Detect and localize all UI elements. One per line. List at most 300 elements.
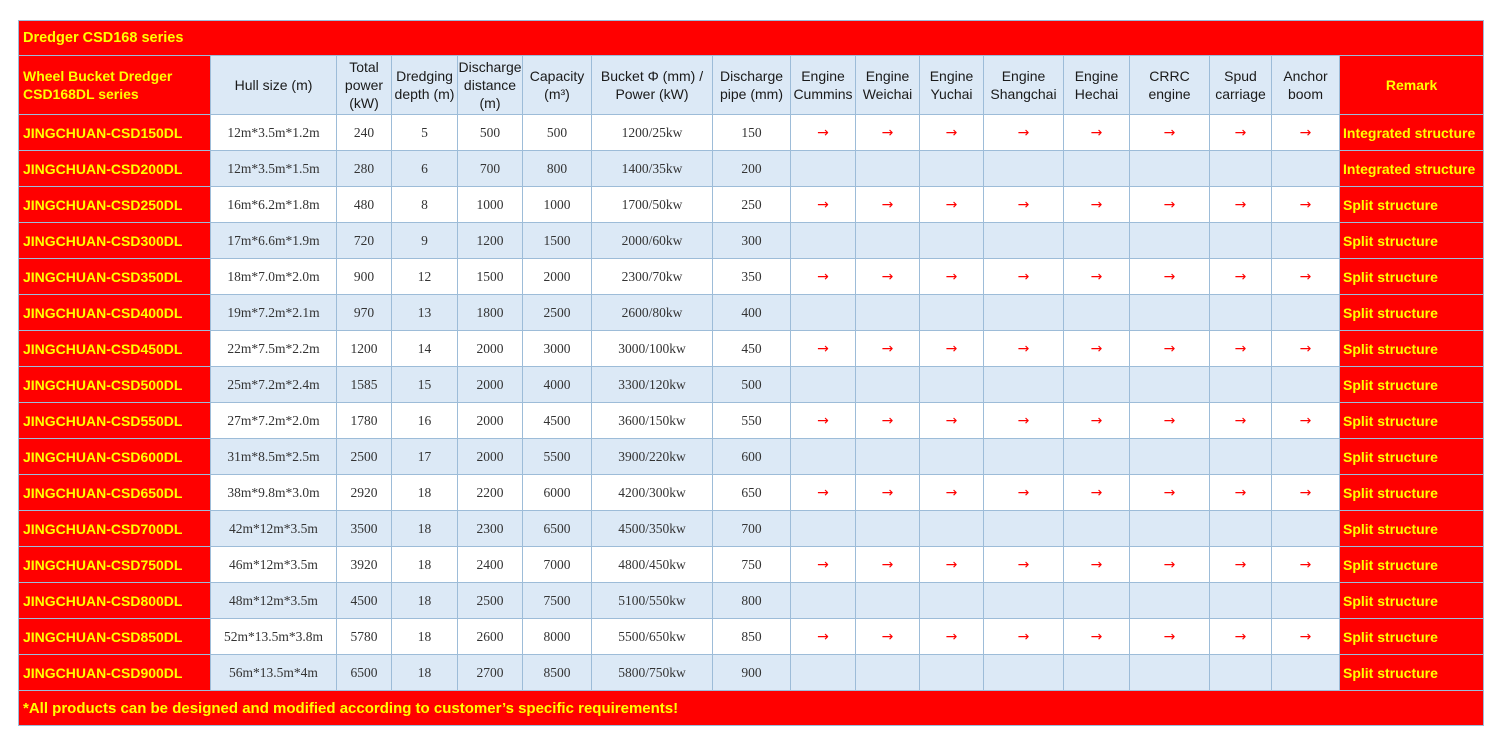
yuchai-option-cell (920, 403, 984, 439)
pipe-cell: 600 (713, 439, 791, 475)
pipe-cell: 200 (713, 151, 791, 187)
power-cell: 1200 (337, 331, 392, 367)
table-row (19, 511, 1484, 547)
red-arrow-icon: → (817, 412, 829, 429)
red-arrow-icon: → (817, 628, 829, 645)
spud-option-cell (1210, 439, 1272, 475)
depth-cell: 12 (392, 259, 458, 295)
red-arrow-icon: → (945, 484, 958, 501)
crrc-option-cell (1130, 259, 1210, 295)
cummins-option-cell (791, 547, 856, 583)
pipe-cell: 350 (713, 259, 791, 295)
spud-option-cell (1210, 223, 1272, 259)
power-cell: 480 (337, 187, 392, 223)
hechai-option-cell (1064, 295, 1130, 331)
capacity-cell: 8500 (523, 655, 592, 691)
hull-cell: 56m*13.5m*4m (211, 655, 337, 691)
anchor-option-cell (1272, 115, 1340, 151)
depth-cell: 6 (392, 151, 458, 187)
header-hull: Hull size (m) (211, 56, 337, 115)
yuchai-option-cell (920, 511, 984, 547)
hechai-option-cell (1064, 259, 1130, 295)
red-arrow-icon: → (1090, 484, 1103, 501)
yuchai-option-cell (920, 655, 984, 691)
table-row (19, 367, 1484, 403)
depth-cell: 14 (392, 331, 458, 367)
weichai-option-cell (856, 223, 920, 259)
remark-cell: Split structure (1340, 223, 1484, 259)
depth-cell: 18 (392, 475, 458, 511)
red-arrow-icon: → (1163, 484, 1176, 501)
cummins-option-cell (791, 511, 856, 547)
power-cell: 970 (337, 295, 392, 331)
hechai-option-cell (1064, 367, 1130, 403)
capacity-cell: 7500 (523, 583, 592, 619)
table-row (19, 475, 1484, 511)
power-cell: 900 (337, 259, 392, 295)
remark-cell: Split structure (1340, 403, 1484, 439)
bucket-cell: 3900/220kw (592, 439, 713, 475)
red-arrow-icon: → (817, 196, 829, 213)
red-arrow-icon: → (1234, 484, 1247, 501)
pipe-cell: 250 (713, 187, 791, 223)
depth-cell: 5 (392, 115, 458, 151)
spec-table-container (18, 20, 1483, 726)
remark-cell: Split structure (1340, 295, 1484, 331)
pipe-cell: 550 (713, 403, 791, 439)
red-arrow-icon: → (1090, 268, 1103, 285)
red-arrow-icon: → (945, 628, 958, 645)
spud-option-cell (1210, 115, 1272, 151)
crrc-option-cell (1130, 223, 1210, 259)
power-cell: 5780 (337, 619, 392, 655)
red-arrow-icon: → (1234, 196, 1247, 213)
header-row (19, 56, 1484, 115)
red-arrow-icon: → (881, 268, 894, 285)
remark-cell: Split structure (1340, 187, 1484, 223)
cummins-option-cell (791, 151, 856, 187)
red-arrow-icon: → (881, 412, 894, 429)
bucket-cell: 3600/150kw (592, 403, 713, 439)
power-cell: 6500 (337, 655, 392, 691)
spud-option-cell (1210, 367, 1272, 403)
red-arrow-icon: → (945, 268, 958, 285)
hechai-option-cell (1064, 403, 1130, 439)
anchor-option-cell (1272, 223, 1340, 259)
red-arrow-icon: → (1090, 340, 1103, 357)
bucket-cell: 4200/300kw (592, 475, 713, 511)
red-arrow-icon: → (881, 124, 894, 141)
depth-cell: 18 (392, 511, 458, 547)
yuchai-option-cell (920, 151, 984, 187)
red-arrow-icon: → (1017, 268, 1030, 285)
distance-cell: 1500 (458, 259, 523, 295)
depth-cell: 8 (392, 187, 458, 223)
power-cell: 2920 (337, 475, 392, 511)
red-arrow-icon: → (1234, 556, 1247, 573)
power-cell: 3920 (337, 547, 392, 583)
red-arrow-icon: → (1234, 412, 1247, 429)
header-depth: Dredging depth (m) (392, 56, 458, 115)
hull-cell: 19m*7.2m*2.1m (211, 295, 337, 331)
distance-cell: 2300 (458, 511, 523, 547)
red-arrow-icon: → (945, 556, 958, 573)
header-shangchai: Engine Shangchai (984, 56, 1064, 115)
pipe-cell: 800 (713, 583, 791, 619)
pipe-cell: 300 (713, 223, 791, 259)
hechai-option-cell (1064, 475, 1130, 511)
table-row (19, 403, 1484, 439)
depth-cell: 9 (392, 223, 458, 259)
hechai-option-cell (1064, 619, 1130, 655)
shangchai-option-cell (984, 619, 1064, 655)
anchor-option-cell (1272, 259, 1340, 295)
hechai-option-cell (1064, 511, 1130, 547)
table-row (19, 439, 1484, 475)
red-arrow-icon: → (1163, 412, 1176, 429)
red-arrow-icon: → (1017, 556, 1030, 573)
model-cell: JINGCHUAN-CSD750DL (19, 547, 211, 583)
pipe-cell: 500 (713, 367, 791, 403)
distance-cell: 2000 (458, 367, 523, 403)
red-arrow-icon: → (1299, 484, 1312, 501)
red-arrow-icon: → (1017, 340, 1030, 357)
red-arrow-icon: → (1163, 268, 1176, 285)
anchor-option-cell (1272, 151, 1340, 187)
anchor-option-cell (1272, 439, 1340, 475)
shangchai-option-cell (984, 223, 1064, 259)
anchor-option-cell (1272, 619, 1340, 655)
distance-cell: 2000 (458, 439, 523, 475)
spud-option-cell (1210, 583, 1272, 619)
table-row (19, 259, 1484, 295)
shangchai-option-cell (984, 331, 1064, 367)
spud-option-cell (1210, 403, 1272, 439)
pipe-cell: 150 (713, 115, 791, 151)
red-arrow-icon: → (817, 484, 829, 501)
yuchai-option-cell (920, 331, 984, 367)
depth-cell: 18 (392, 547, 458, 583)
yuchai-option-cell (920, 547, 984, 583)
cummins-option-cell (791, 439, 856, 475)
cummins-option-cell (791, 367, 856, 403)
hechai-option-cell (1064, 439, 1130, 475)
red-arrow-icon: → (881, 628, 894, 645)
table-row (19, 223, 1484, 259)
weichai-option-cell (856, 259, 920, 295)
table-title: Dredger CSD168 series (19, 21, 1484, 56)
red-arrow-icon: → (817, 340, 829, 357)
remark-cell: Split structure (1340, 655, 1484, 691)
pipe-cell: 750 (713, 547, 791, 583)
shangchai-option-cell (984, 115, 1064, 151)
table-row (19, 187, 1484, 223)
header-bucket: Bucket Φ (mm) / Power (kW) (592, 56, 713, 115)
remark-cell: Split structure (1340, 259, 1484, 295)
header-weichai: Engine Weichai (856, 56, 920, 115)
model-cell: JINGCHUAN-CSD400DL (19, 295, 211, 331)
red-arrow-icon: → (1299, 628, 1312, 645)
red-arrow-icon: → (945, 196, 958, 213)
table-row (19, 619, 1484, 655)
distance-cell: 2200 (458, 475, 523, 511)
header-spud: Spud carriage (1210, 56, 1272, 115)
distance-cell: 2000 (458, 403, 523, 439)
shangchai-option-cell (984, 367, 1064, 403)
red-arrow-icon: → (1299, 124, 1312, 141)
table-row (19, 583, 1484, 619)
model-cell: JINGCHUAN-CSD650DL (19, 475, 211, 511)
red-arrow-icon: → (1017, 124, 1030, 141)
cummins-option-cell (791, 115, 856, 151)
hull-cell: 22m*7.5m*2.2m (211, 331, 337, 367)
red-arrow-icon: → (1299, 556, 1312, 573)
red-arrow-icon: → (1090, 628, 1103, 645)
hechai-option-cell (1064, 655, 1130, 691)
crrc-option-cell (1130, 511, 1210, 547)
remark-cell: Split structure (1340, 439, 1484, 475)
bucket-cell: 2000/60kw (592, 223, 713, 259)
remark-cell: Split structure (1340, 367, 1484, 403)
distance-cell: 2700 (458, 655, 523, 691)
capacity-cell: 5500 (523, 439, 592, 475)
spud-option-cell (1210, 151, 1272, 187)
depth-cell: 18 (392, 583, 458, 619)
weichai-option-cell (856, 115, 920, 151)
pipe-cell: 850 (713, 619, 791, 655)
red-arrow-icon: → (1163, 124, 1176, 141)
table-row (19, 331, 1484, 367)
weichai-option-cell (856, 583, 920, 619)
shangchai-option-cell (984, 187, 1064, 223)
dredger-spec-table (18, 20, 1484, 726)
table-row (19, 115, 1484, 151)
red-arrow-icon: → (1163, 556, 1176, 573)
hechai-option-cell (1064, 583, 1130, 619)
capacity-cell: 1000 (523, 187, 592, 223)
remark-cell: Split structure (1340, 547, 1484, 583)
yuchai-option-cell (920, 187, 984, 223)
bucket-cell: 5500/650kw (592, 619, 713, 655)
hull-cell: 25m*7.2m*2.4m (211, 367, 337, 403)
shangchai-option-cell (984, 439, 1064, 475)
header-remark: Remark (1340, 56, 1484, 115)
yuchai-option-cell (920, 619, 984, 655)
anchor-option-cell (1272, 331, 1340, 367)
model-cell: JINGCHUAN-CSD200DL (19, 151, 211, 187)
red-arrow-icon: → (1299, 268, 1312, 285)
distance-cell: 2500 (458, 583, 523, 619)
spud-option-cell (1210, 619, 1272, 655)
weichai-option-cell (856, 475, 920, 511)
hechai-option-cell (1064, 151, 1130, 187)
weichai-option-cell (856, 295, 920, 331)
cummins-option-cell (791, 619, 856, 655)
header-capacity: Capacity (m³) (523, 56, 592, 115)
red-arrow-icon: → (1090, 412, 1103, 429)
header-crrc: CRRC engine (1130, 56, 1210, 115)
model-cell: JINGCHUAN-CSD350DL (19, 259, 211, 295)
model-cell: JINGCHUAN-CSD550DL (19, 403, 211, 439)
distance-cell: 700 (458, 151, 523, 187)
capacity-cell: 500 (523, 115, 592, 151)
hull-cell: 52m*13.5m*3.8m (211, 619, 337, 655)
red-arrow-icon: → (945, 124, 958, 141)
red-arrow-icon: → (1163, 340, 1176, 357)
capacity-cell: 800 (523, 151, 592, 187)
weichai-option-cell (856, 367, 920, 403)
red-arrow-icon: → (1017, 484, 1030, 501)
capacity-cell: 4500 (523, 403, 592, 439)
red-arrow-icon: → (1234, 628, 1247, 645)
hechai-option-cell (1064, 547, 1130, 583)
anchor-option-cell (1272, 583, 1340, 619)
power-cell: 280 (337, 151, 392, 187)
hull-cell: 31m*8.5m*2.5m (211, 439, 337, 475)
remark-cell: Split structure (1340, 511, 1484, 547)
header-cummins: Engine Cummins (791, 56, 856, 115)
crrc-option-cell (1130, 187, 1210, 223)
header-pipe: Discharge pipe (mm) (713, 56, 791, 115)
red-arrow-icon: → (881, 484, 894, 501)
bucket-cell: 3300/120kw (592, 367, 713, 403)
crrc-option-cell (1130, 547, 1210, 583)
anchor-option-cell (1272, 475, 1340, 511)
weichai-option-cell (856, 403, 920, 439)
distance-cell: 2600 (458, 619, 523, 655)
weichai-option-cell (856, 331, 920, 367)
red-arrow-icon: → (1090, 196, 1103, 213)
depth-cell: 15 (392, 367, 458, 403)
red-arrow-icon: → (881, 340, 894, 357)
power-cell: 1780 (337, 403, 392, 439)
header-anchor: Anchor boom (1272, 56, 1340, 115)
anchor-option-cell (1272, 367, 1340, 403)
weichai-option-cell (856, 619, 920, 655)
footer-note: *All products can be designed and modified according to customer’s specific requirements! (19, 691, 1484, 726)
hull-cell: 12m*3.5m*1.2m (211, 115, 337, 151)
crrc-option-cell (1130, 475, 1210, 511)
depth-cell: 13 (392, 295, 458, 331)
distance-cell: 500 (458, 115, 523, 151)
hechai-option-cell (1064, 331, 1130, 367)
crrc-option-cell (1130, 295, 1210, 331)
yuchai-option-cell (920, 475, 984, 511)
remark-cell: Integrated structure (1340, 151, 1484, 187)
header-yuchai: Engine Yuchai (920, 56, 984, 115)
red-arrow-icon: → (1017, 196, 1030, 213)
spud-option-cell (1210, 331, 1272, 367)
crrc-option-cell (1130, 619, 1210, 655)
cummins-option-cell (791, 403, 856, 439)
capacity-cell: 6500 (523, 511, 592, 547)
remark-cell: Split structure (1340, 475, 1484, 511)
distance-cell: 1800 (458, 295, 523, 331)
remark-cell: Integrated structure (1340, 115, 1484, 151)
red-arrow-icon: → (1090, 124, 1103, 141)
crrc-option-cell (1130, 403, 1210, 439)
red-arrow-icon: → (1234, 124, 1247, 141)
capacity-cell: 4000 (523, 367, 592, 403)
pipe-cell: 900 (713, 655, 791, 691)
capacity-cell: 6000 (523, 475, 592, 511)
capacity-cell: 8000 (523, 619, 592, 655)
spud-option-cell (1210, 547, 1272, 583)
depth-cell: 18 (392, 619, 458, 655)
red-arrow-icon: → (1017, 412, 1030, 429)
crrc-option-cell (1130, 439, 1210, 475)
bucket-cell: 1200/25kw (592, 115, 713, 151)
yuchai-option-cell (920, 259, 984, 295)
red-arrow-icon: → (1299, 196, 1312, 213)
red-arrow-icon: → (1163, 628, 1176, 645)
crrc-option-cell (1130, 151, 1210, 187)
hull-cell: 42m*12m*3.5m (211, 511, 337, 547)
crrc-option-cell (1130, 583, 1210, 619)
cummins-option-cell (791, 583, 856, 619)
distance-cell: 2000 (458, 331, 523, 367)
model-cell: JINGCHUAN-CSD450DL (19, 331, 211, 367)
cummins-option-cell (791, 331, 856, 367)
model-cell: JINGCHUAN-CSD600DL (19, 439, 211, 475)
shangchai-option-cell (984, 547, 1064, 583)
spud-option-cell (1210, 511, 1272, 547)
red-arrow-icon: → (1299, 340, 1312, 357)
header-hechai: Engine Hechai (1064, 56, 1130, 115)
anchor-option-cell (1272, 547, 1340, 583)
pipe-cell: 400 (713, 295, 791, 331)
cummins-option-cell (791, 475, 856, 511)
model-cell: JINGCHUAN-CSD150DL (19, 115, 211, 151)
hull-cell: 16m*6.2m*1.8m (211, 187, 337, 223)
red-arrow-icon: → (1299, 412, 1312, 429)
cummins-option-cell (791, 259, 856, 295)
red-arrow-icon: → (881, 196, 894, 213)
remark-cell: Split structure (1340, 619, 1484, 655)
hechai-option-cell (1064, 223, 1130, 259)
yuchai-option-cell (920, 223, 984, 259)
shangchai-option-cell (984, 295, 1064, 331)
title-row (19, 21, 1484, 56)
yuchai-option-cell (920, 115, 984, 151)
table-row (19, 151, 1484, 187)
cummins-option-cell (791, 223, 856, 259)
red-arrow-icon: → (881, 556, 894, 573)
anchor-option-cell (1272, 295, 1340, 331)
red-arrow-icon: → (817, 268, 829, 285)
red-arrow-icon: → (817, 556, 829, 573)
cummins-option-cell (791, 187, 856, 223)
shangchai-option-cell (984, 475, 1064, 511)
shangchai-option-cell (984, 583, 1064, 619)
capacity-cell: 2000 (523, 259, 592, 295)
red-arrow-icon: → (1163, 196, 1176, 213)
spud-option-cell (1210, 655, 1272, 691)
shangchai-option-cell (984, 403, 1064, 439)
bucket-cell: 2300/70kw (592, 259, 713, 295)
hull-cell: 17m*6.6m*1.9m (211, 223, 337, 259)
hull-cell: 48m*12m*3.5m (211, 583, 337, 619)
capacity-cell: 2500 (523, 295, 592, 331)
anchor-option-cell (1272, 187, 1340, 223)
bucket-cell: 4500/350kw (592, 511, 713, 547)
hull-cell: 38m*9.8m*3.0m (211, 475, 337, 511)
capacity-cell: 1500 (523, 223, 592, 259)
hull-cell: 46m*12m*3.5m (211, 547, 337, 583)
power-cell: 4500 (337, 583, 392, 619)
bucket-cell: 3000/100kw (592, 331, 713, 367)
shangchai-option-cell (984, 655, 1064, 691)
